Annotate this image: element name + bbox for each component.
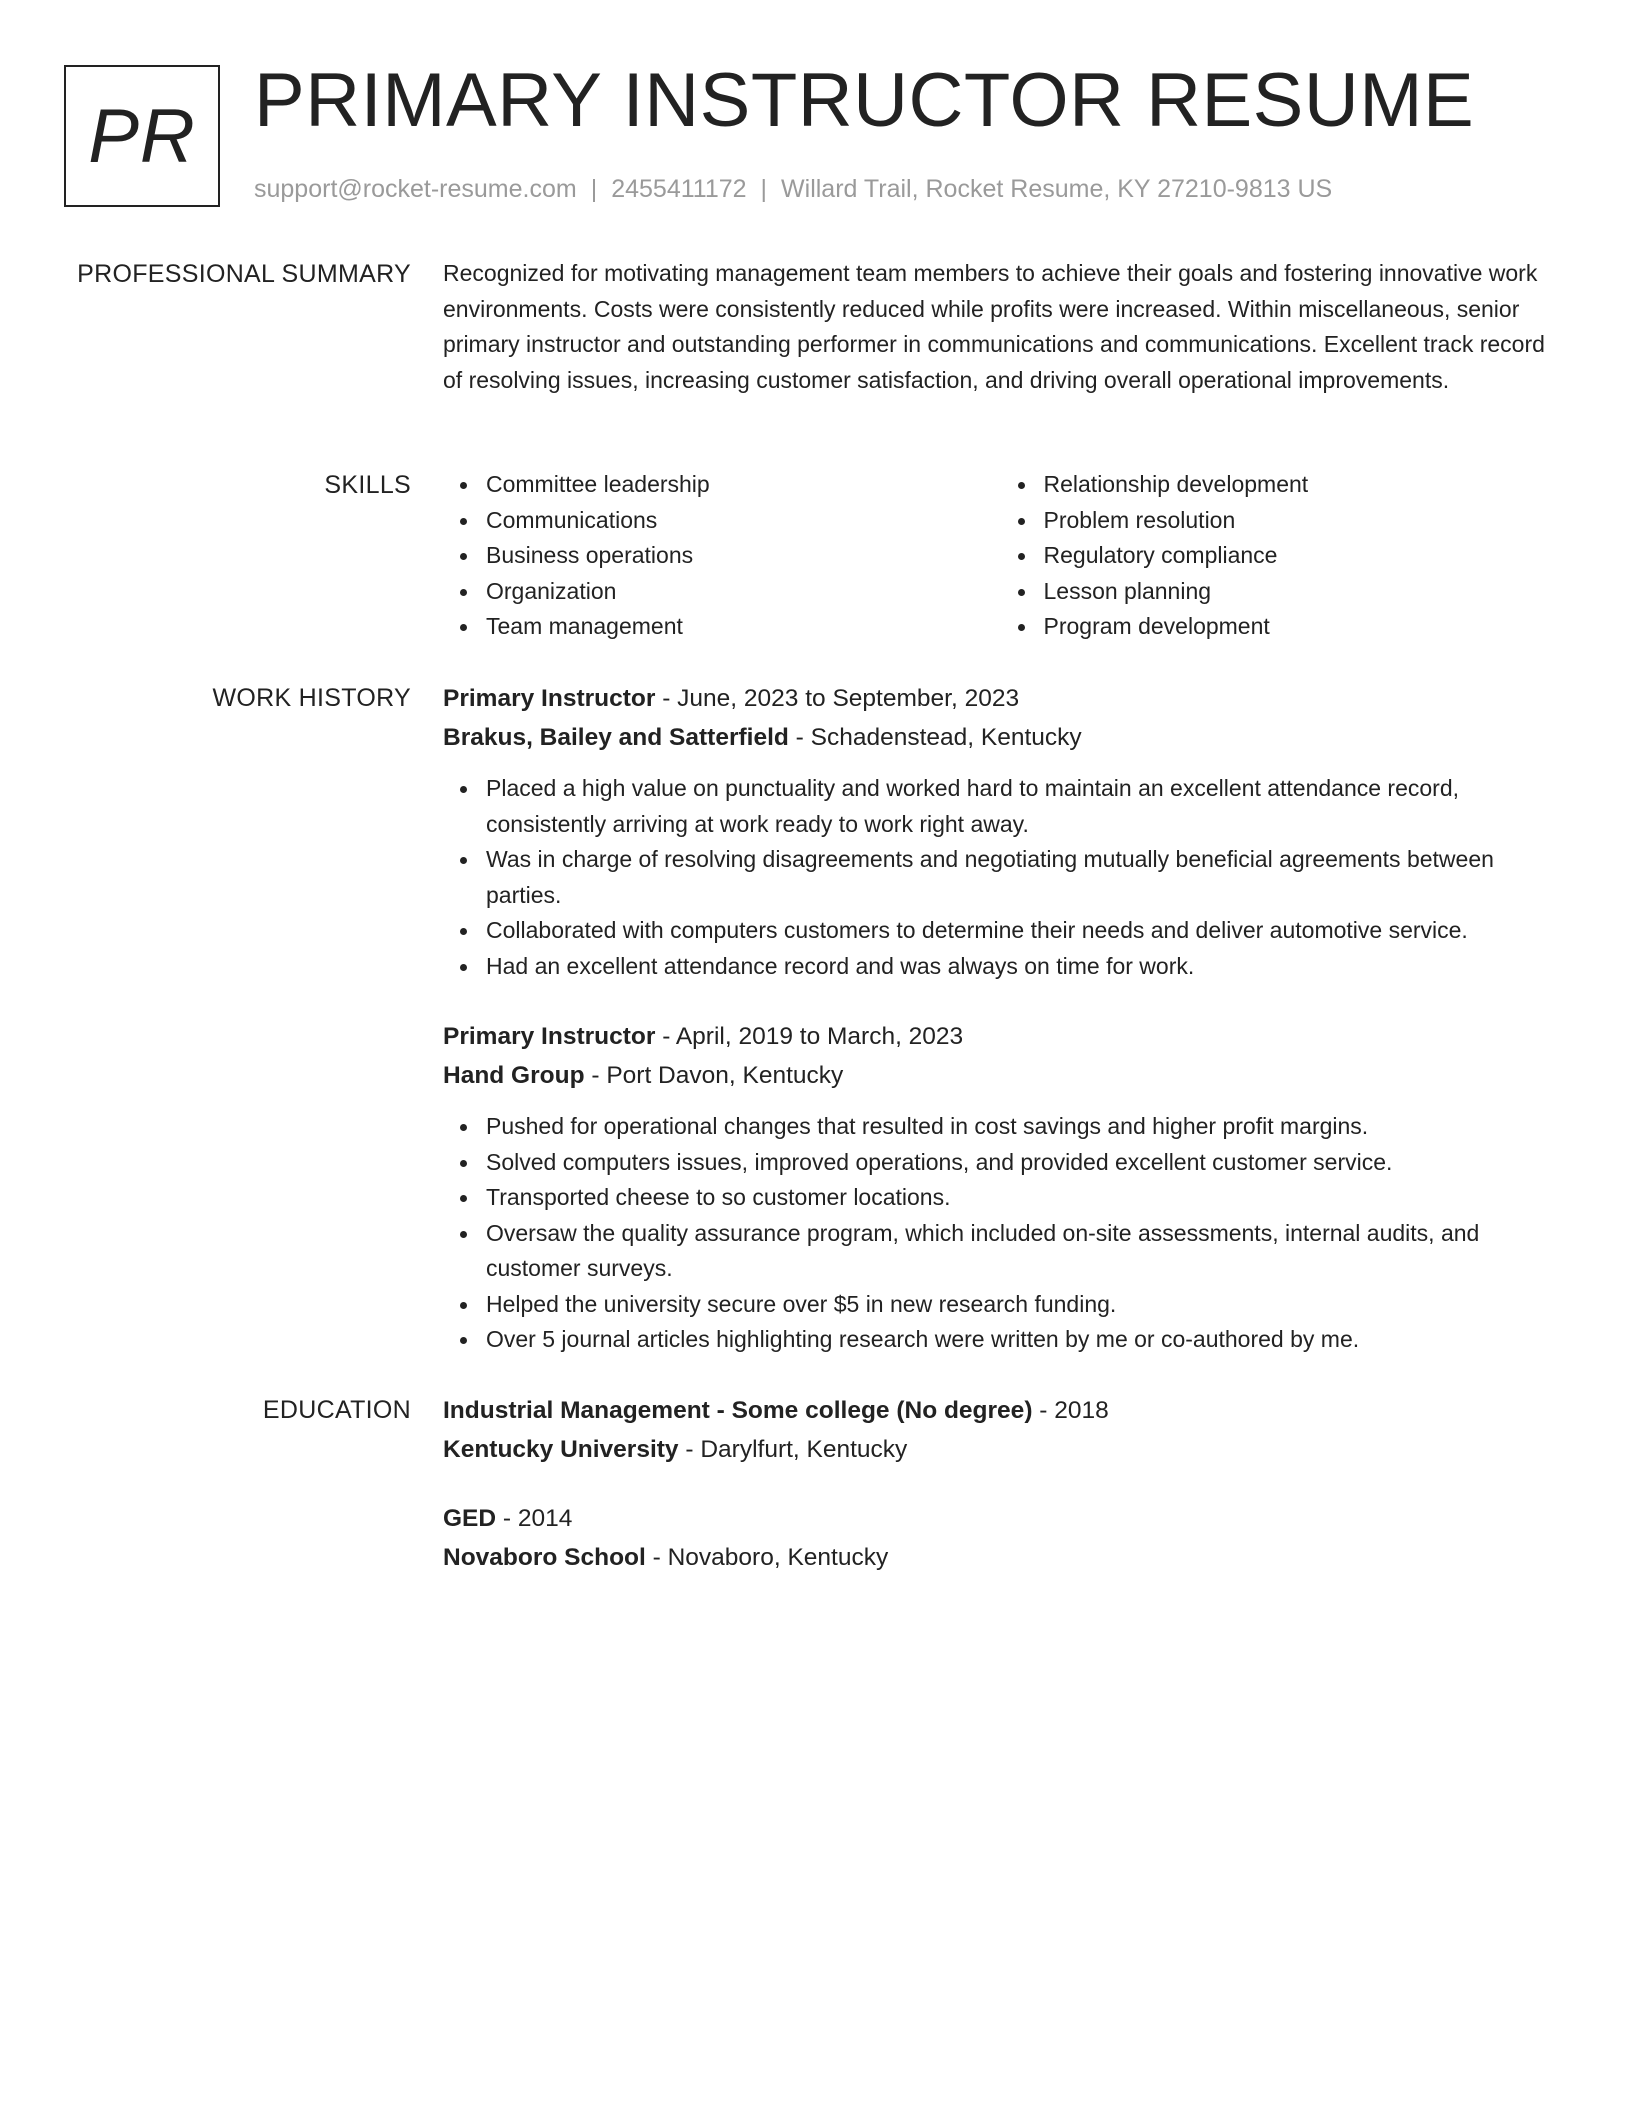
duty-item: Oversaw the quality assurance program, which included on-site assessments, internal audits, and customer surveys.: [486, 1216, 1558, 1287]
job-title-line: [443, 1018, 1558, 1057]
job-entry: [443, 680, 1558, 984]
education-entry: [443, 1500, 1558, 1577]
job-location: - Port Davon, Kentucky: [584, 1061, 844, 1089]
education-entry: [443, 1392, 1558, 1469]
skills-columns: [443, 467, 1558, 645]
skills-list-left: [443, 467, 1001, 645]
job-company: Hand Group: [443, 1061, 585, 1089]
degree-year: - 2014: [496, 1505, 573, 1532]
monogram-badge: [64, 65, 220, 207]
duty-item: Solved computers issues, improved operations, and provided excellent customer service.: [486, 1145, 1558, 1181]
duty-item: Over 5 journal articles highlighting research were written by me or co-authored by me.: [486, 1322, 1558, 1358]
job-title: Primary Instructor: [443, 685, 656, 712]
skill-item: Lesson planning: [1044, 574, 1559, 610]
school-location: - Darylfurt, Kentucky: [678, 1435, 908, 1463]
duty-item: Collaborated with computers customers to determine their needs and deliver automotive service.: [486, 913, 1558, 949]
school-line: [443, 1539, 1558, 1578]
duty-item: Transported cheese to so customer locations.: [486, 1180, 1558, 1216]
work-history-heading: WORK HISTORY: [212, 684, 411, 712]
job-dates: - April, 2019 to March, 2023: [655, 1023, 964, 1050]
degree-name: GED: [443, 1505, 497, 1532]
job-company-line: [443, 1057, 1558, 1096]
degree-year: - 2018: [1032, 1397, 1109, 1424]
skills-list-right: [1001, 467, 1559, 645]
duty-item: Pushed for operational changes that resulted in cost savings and higher profit margins.: [486, 1109, 1558, 1145]
degree-name: Industrial Management - Some college (No degree): [443, 1397, 1033, 1424]
skill-item: Communications: [486, 503, 1001, 539]
skill-item: Team management: [486, 609, 1001, 645]
job-duties: [443, 1109, 1558, 1358]
job-duties: [443, 771, 1558, 984]
school-location: - Novaboro, Kentucky: [645, 1543, 889, 1571]
school-name: Novaboro School: [443, 1543, 646, 1571]
skill-item: Relationship development: [1044, 467, 1559, 503]
skill-item: Business operations: [486, 538, 1001, 574]
duty-item: Was in charge of resolving disagreements and negotiating mutually beneficial agreements between parties.: [486, 842, 1558, 913]
resume-title: PRIMARY INSTRUCTOR RESUME: [254, 58, 1475, 143]
job-dates: - June, 2023 to September, 2023: [655, 685, 1020, 712]
duty-item: Had an excellent attendance record and was always on time for work.: [486, 949, 1558, 985]
degree-line: [443, 1500, 1558, 1539]
job-company-line: [443, 719, 1558, 758]
skill-item: Committee leadership: [486, 467, 1001, 503]
skill-item: Organization: [486, 574, 1001, 610]
school-name: Kentucky University: [443, 1435, 679, 1463]
work-history-body: [443, 680, 1558, 1358]
job-title-line: [443, 680, 1558, 719]
degree-line: [443, 1392, 1558, 1431]
job-location: - Schadenstead, Kentucky: [788, 723, 1082, 751]
contact-address: Willard Trail, Rocket Resume, KY 27210-9813 US: [781, 175, 1333, 203]
contact-line: [254, 172, 1332, 206]
monogram-initials: PR: [88, 93, 196, 179]
education-body: [443, 1392, 1558, 1577]
job-company: Brakus, Bailey and Satterfield: [443, 723, 789, 751]
skill-item: Program development: [1044, 609, 1559, 645]
contact-phone: 2455411172: [611, 175, 747, 203]
school-line: [443, 1431, 1558, 1470]
job-entry: [443, 1018, 1558, 1358]
contact-email: support@rocket-resume.com: [254, 175, 577, 203]
duty-item: Placed a high value on punctuality and worked hard to maintain an excellent attendance record, consistently arriving at work ready to work right away.: [486, 771, 1558, 842]
summary-text: Recognized for motivating management team members to achieve their goals and fostering innovative work environments. Costs were consistently reduced while profits were increased. Within miscellaneous, senior primary instructor and outstanding performer in communications and communications. Excellent track record of resolving issues, increasing customer satisfaction, and driving overall operational improvements.: [443, 260, 1545, 393]
contact-separator: |: [760, 175, 768, 203]
skill-item: Problem resolution: [1044, 503, 1559, 539]
summary-heading: PROFESSIONAL SUMMARY: [77, 260, 411, 288]
job-title: Primary Instructor: [443, 1023, 656, 1050]
contact-separator: |: [590, 175, 598, 203]
summary-body: [443, 256, 1558, 398]
education-heading: EDUCATION: [262, 1396, 411, 1424]
skills-heading: SKILLS: [324, 471, 411, 499]
duty-item: Helped the university secure over $5 in new research funding.: [486, 1287, 1558, 1323]
skills-body: [443, 467, 1558, 645]
skill-item: Regulatory compliance: [1044, 538, 1559, 574]
